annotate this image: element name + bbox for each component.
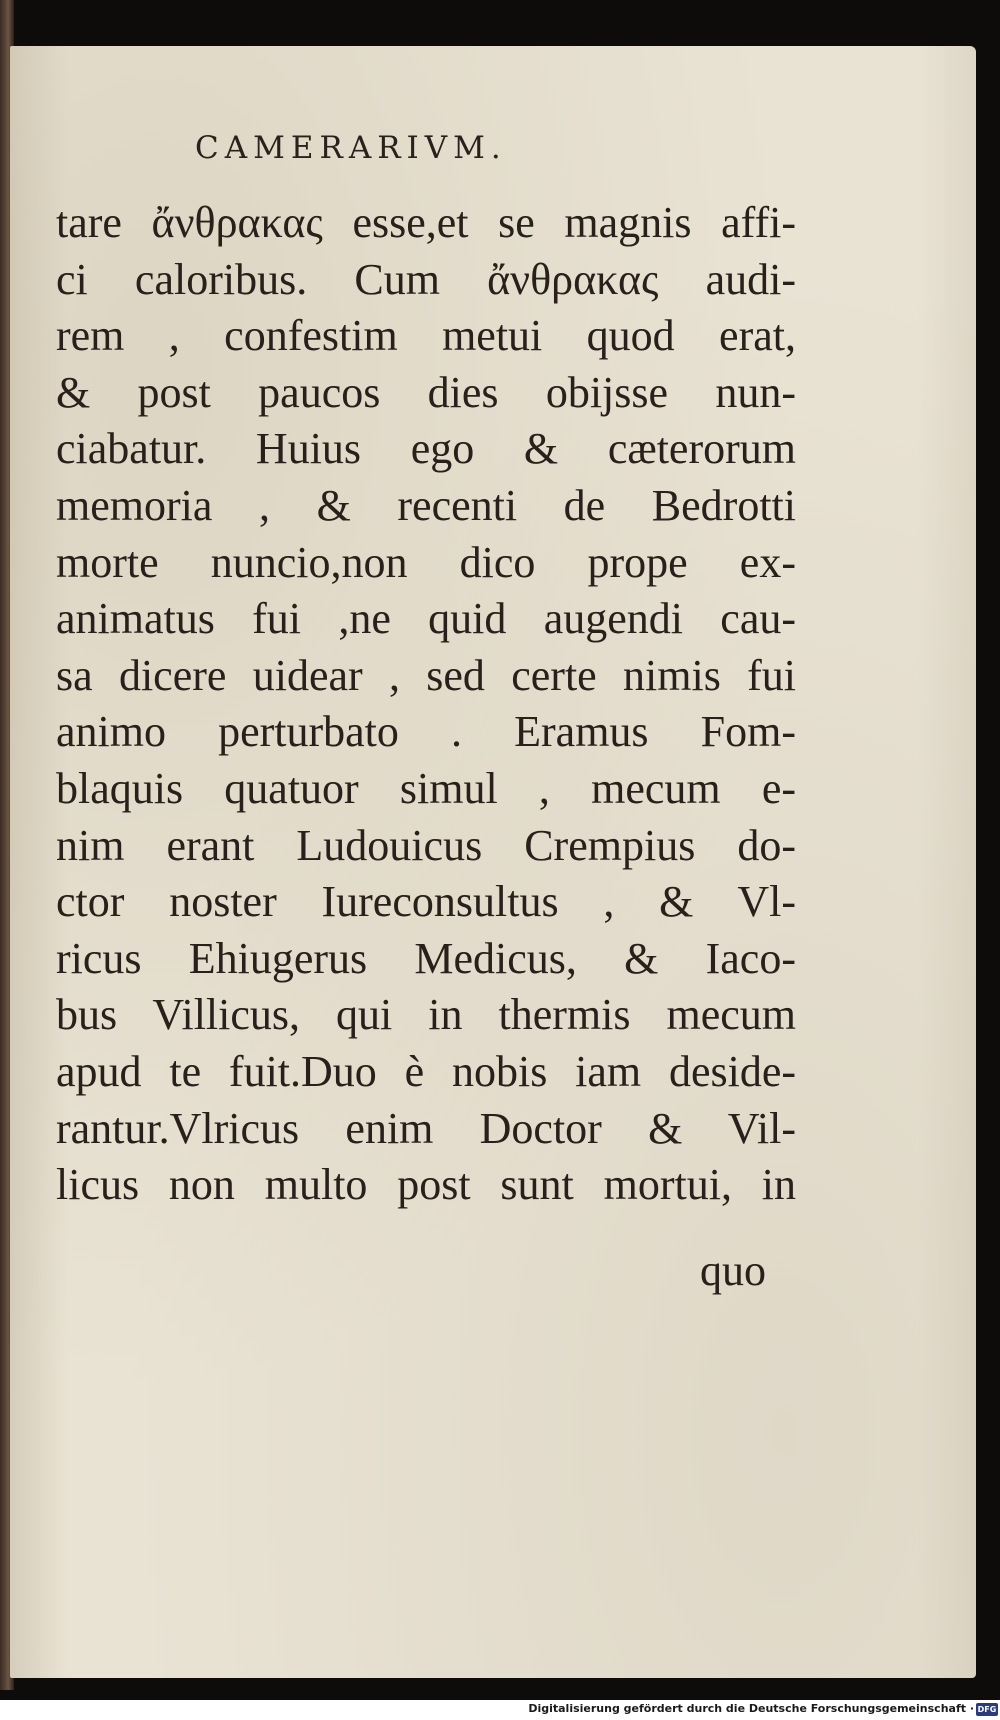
text-line: rantur.Vlricus enim Doctor & Vil-	[56, 1103, 796, 1153]
text-line: bus Villicus, qui in thermis mecum	[56, 990, 796, 1040]
text-line: blaquis quatuor simul , mecum e-	[56, 763, 796, 813]
text-line: animo perturbato . Eramus Fom-	[56, 707, 796, 757]
running-head: CAMERARIVM.	[195, 130, 507, 166]
dfg-logo-icon: DFG	[977, 1705, 997, 1714]
text-line: ci caloribus. Cum ἄνθρακας audi-	[56, 254, 796, 304]
text-line: nim erant Ludouicus Crempius do-	[56, 820, 796, 870]
text-line: apud te fuit.Duo è nobis iam deside-	[56, 1046, 796, 1096]
text-line: morte nuncio,non dico prope ex-	[56, 537, 796, 587]
text-line: sa dicere uidear , sed certe nimis fui	[56, 650, 796, 700]
body-text	[56, 195, 796, 1214]
text-line: memoria , & recenti de Bedrotti	[56, 480, 796, 530]
text-line: ciabatur. Huius ego & cæterorum	[56, 424, 796, 474]
text-line: tare ἄνθρακας esse,et se magnis affi-	[56, 198, 796, 247]
text-line: licus non multo post sunt mortui, in	[56, 1160, 796, 1210]
catchword: quo	[700, 1246, 766, 1295]
funding-credit: Digitalisierung gefördert durch die Deutsche Forschungsgemeinschaft ·	[528, 1702, 974, 1715]
text-line: ctor noster Iureconsultus , & Vl-	[56, 877, 796, 927]
text-line: rem , confestim metui quod erat,	[56, 311, 796, 361]
text-line: ricus Ehiugerus Medicus, & Iaco-	[56, 933, 796, 983]
text-line: animatus fui ,ne quid augendi cau-	[56, 594, 796, 644]
text-line: & post paucos dies obijsse nun-	[56, 367, 796, 417]
footer-bar	[0, 1700, 1000, 1720]
